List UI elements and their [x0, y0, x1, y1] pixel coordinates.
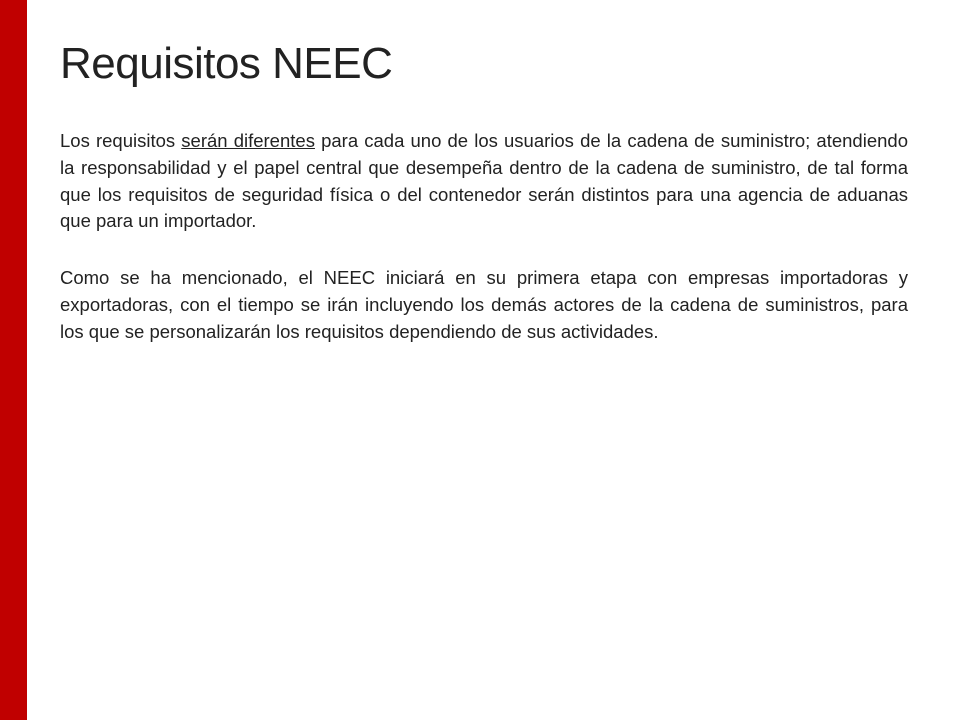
accent-bar — [0, 0, 27, 720]
underlined-emphasis: serán diferentes — [181, 130, 315, 151]
slide-body — [60, 128, 908, 376]
paragraph-requirements — [60, 128, 908, 235]
paragraph-neec-stages: Como se ha mencionado, el NEEC iniciará en su primera etapa con empresas importadoras y exportadoras, con el tiempo se irán incluyendo los demás actores de la cadena de suministros, para los que se personalizarán los requisitos dependiendo de sus actividades. — [60, 267, 908, 342]
slide-title: Requisitos NEEC — [60, 39, 393, 88]
paragraph-1-intro: Los requisitos — [60, 130, 182, 151]
paragraph-1-rest: para cada uno de los usuarios de la cadena de suministro; atendiendo la responsabilidad y el papel central que desempeña dentro de la cadena de suministro, de tal forma que los requisitos de seguridad física o del contenedor serán distintos para una agencia de aduanas que para un importador. — [60, 130, 908, 232]
